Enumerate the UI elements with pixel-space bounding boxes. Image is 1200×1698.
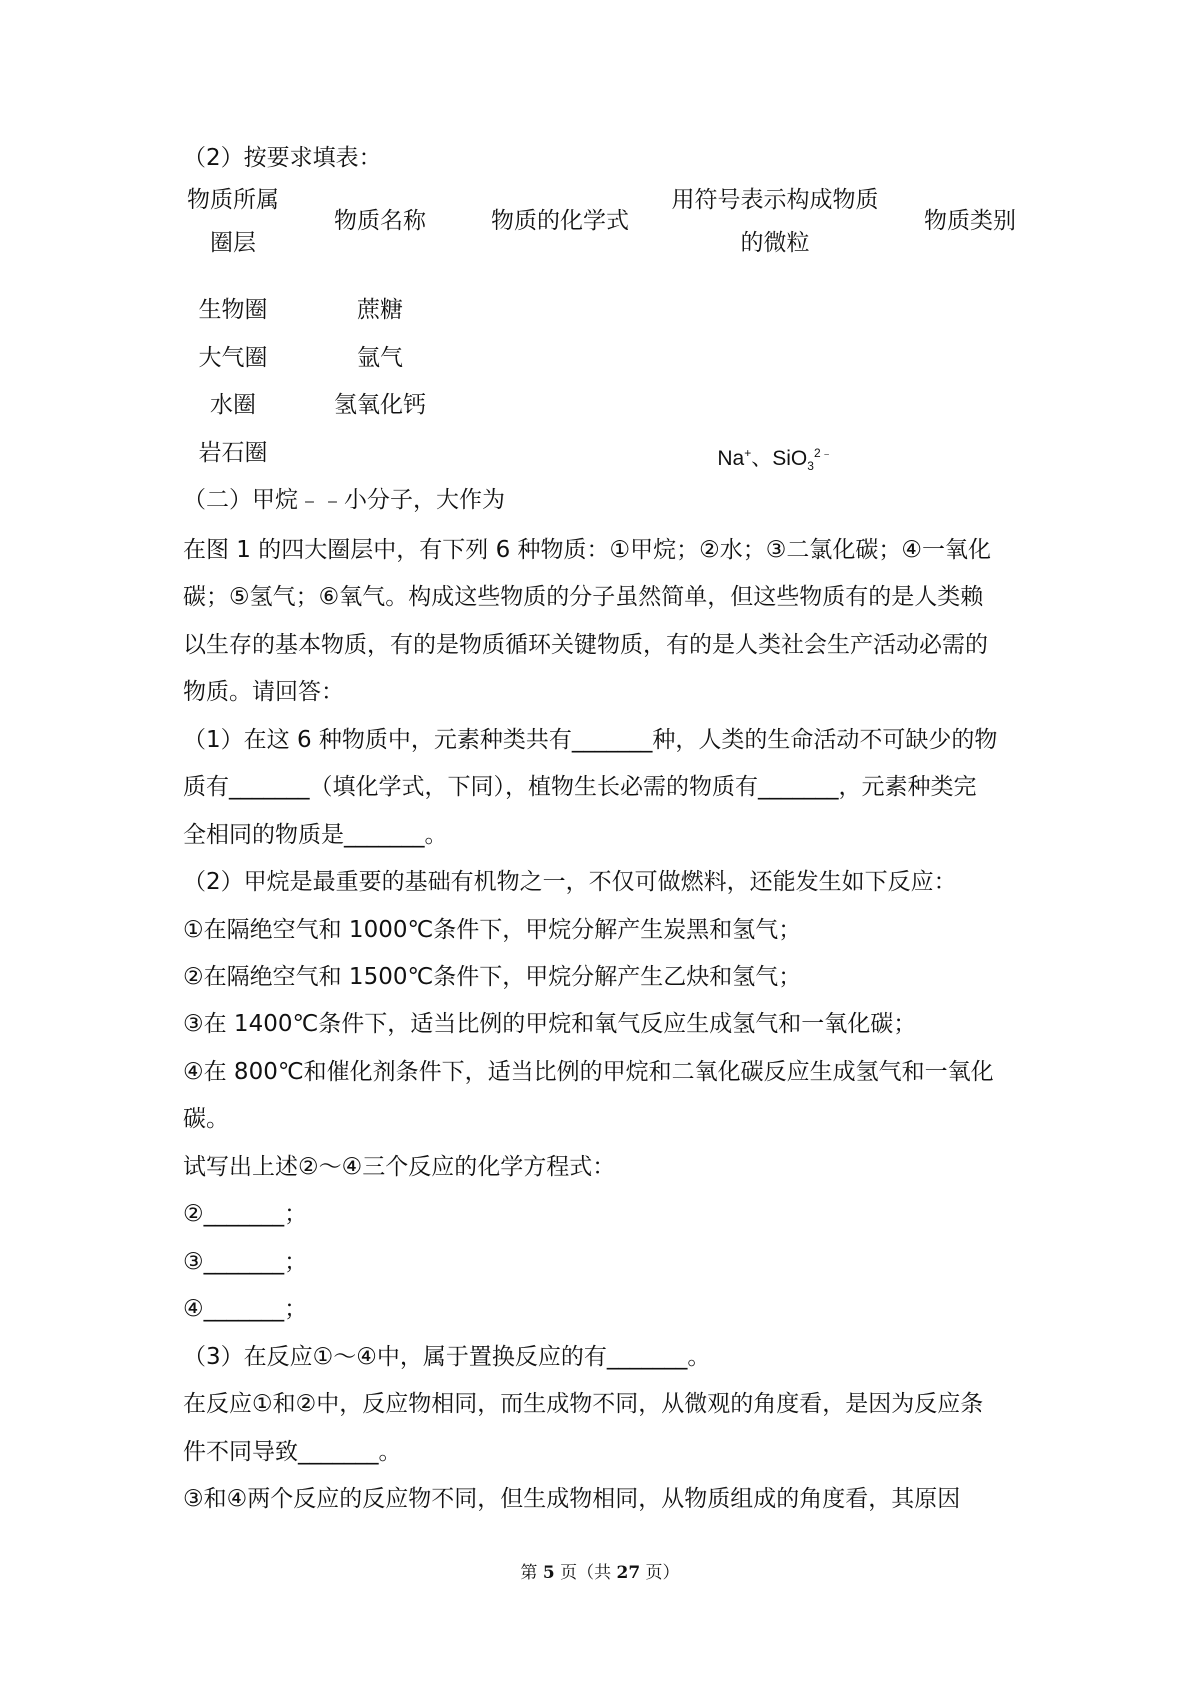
row-sphere: 大气圈: [198, 345, 268, 371]
reaction-line: ④在 800℃和催化剂条件下，适当比例的甲烷和二氧化碳反应生成氢气和一氧化: [183, 1059, 994, 1085]
q1-line: 质有_______（填化学式，下同），植物生长必需的物质有_______，元素种类完: [183, 774, 977, 800]
q3-line: 在反应①和②中，反应物相同，而生成物不同，从微观的角度看，是因为反应条: [183, 1391, 984, 1417]
page-footer: [0, 1558, 1200, 1583]
row-name: 氢氧化钙: [334, 392, 426, 418]
header-formula: 物质的化学式: [491, 208, 629, 234]
equation-blank: ②_______；: [183, 1201, 308, 1227]
silicate-ion: SiO: [772, 447, 808, 470]
reaction-line: 碳。: [183, 1106, 229, 1132]
q3-line: ③和④两个反应的反应物不同，但生成物相同，从物质组成的角度看，其原因: [183, 1486, 961, 1512]
row-name: 氩气: [357, 345, 403, 371]
header-category: 物质类别: [924, 208, 1016, 234]
equation-blank: ③_______；: [183, 1249, 308, 1275]
header-sphere-line2: 圈层: [210, 230, 256, 256]
equation-prompt: 试写出上述②～④三个反应的化学方程式：: [183, 1154, 616, 1180]
header-particles-line1: 用符号表示构成物质: [671, 187, 879, 213]
footer-suffix: 页）: [640, 1563, 680, 1583]
intro-line: 碳；⑤氢气；⑥氧气。构成这些物质的分子虽然简单，但这些物质有的是人类赖: [183, 584, 984, 610]
sodium-ion: Na: [717, 447, 745, 470]
reaction-line: ①在隔绝空气和 1000℃条件下，甲烷分解产生炭黑和氢气；: [183, 917, 802, 943]
intro-line: 物质。请回答：: [183, 679, 344, 705]
page-total: 27: [616, 1563, 641, 1583]
q1-line: 全相同的物质是_______。: [183, 822, 448, 848]
header-particles-line2: 的微粒: [740, 230, 810, 256]
particle-symbols: [655, 438, 895, 481]
q3-line: （3）在反应①～④中，属于置换反应的有_______。: [183, 1344, 711, 1370]
row-sphere: 岩石圈: [198, 440, 268, 466]
equation-blank: ④_______；: [183, 1296, 308, 1322]
q2b-line: （2）甲烷是最重要的基础有机物之一，不仅可做燃料，还能发生如下反应：: [183, 869, 957, 895]
reaction-line: ②在隔绝空气和 1500℃条件下，甲烷分解产生乙炔和氢气；: [183, 964, 802, 990]
reaction-line: ③在 1400℃条件下，适当比例的甲烷和氧气反应生成氢气和一氧化碳；: [183, 1011, 917, 1037]
section-title: （二）甲烷﹣﹣小分子，大作为: [183, 487, 505, 513]
silicate-charge: 2﹣: [813, 446, 833, 460]
silicate-subscript: 3: [807, 459, 814, 474]
q1-line: （1）在这 6 种物质中，元素种类共有_______种，人类的生命活动不可缺少的物: [183, 727, 998, 753]
row-sphere: 水圈: [210, 392, 256, 418]
header-sphere-line1: 物质所属: [187, 187, 279, 213]
ion-separator: 、: [751, 447, 773, 470]
intro-line: 以生存的基本物质，有的是物质循环关键物质，有的是人类社会生产活动必需的: [183, 632, 988, 658]
footer-middle: 页（共: [554, 1563, 617, 1583]
row-sphere: 生物圈: [198, 297, 268, 323]
q3-line: 件不同导致_______。: [183, 1439, 402, 1465]
footer-prefix: 第: [520, 1563, 543, 1583]
page-number: 5: [542, 1563, 555, 1583]
row-name: 蔗糖: [357, 297, 403, 323]
q2-heading: （2）按要求填表：: [183, 145, 382, 171]
intro-line: 在图 1 的四大圈层中，有下列 6 种物质：①甲烷；②水；③二氯化碳；④一氧化: [183, 537, 991, 563]
header-name: 物质名称: [334, 208, 426, 234]
sodium-charge: +: [744, 446, 752, 460]
